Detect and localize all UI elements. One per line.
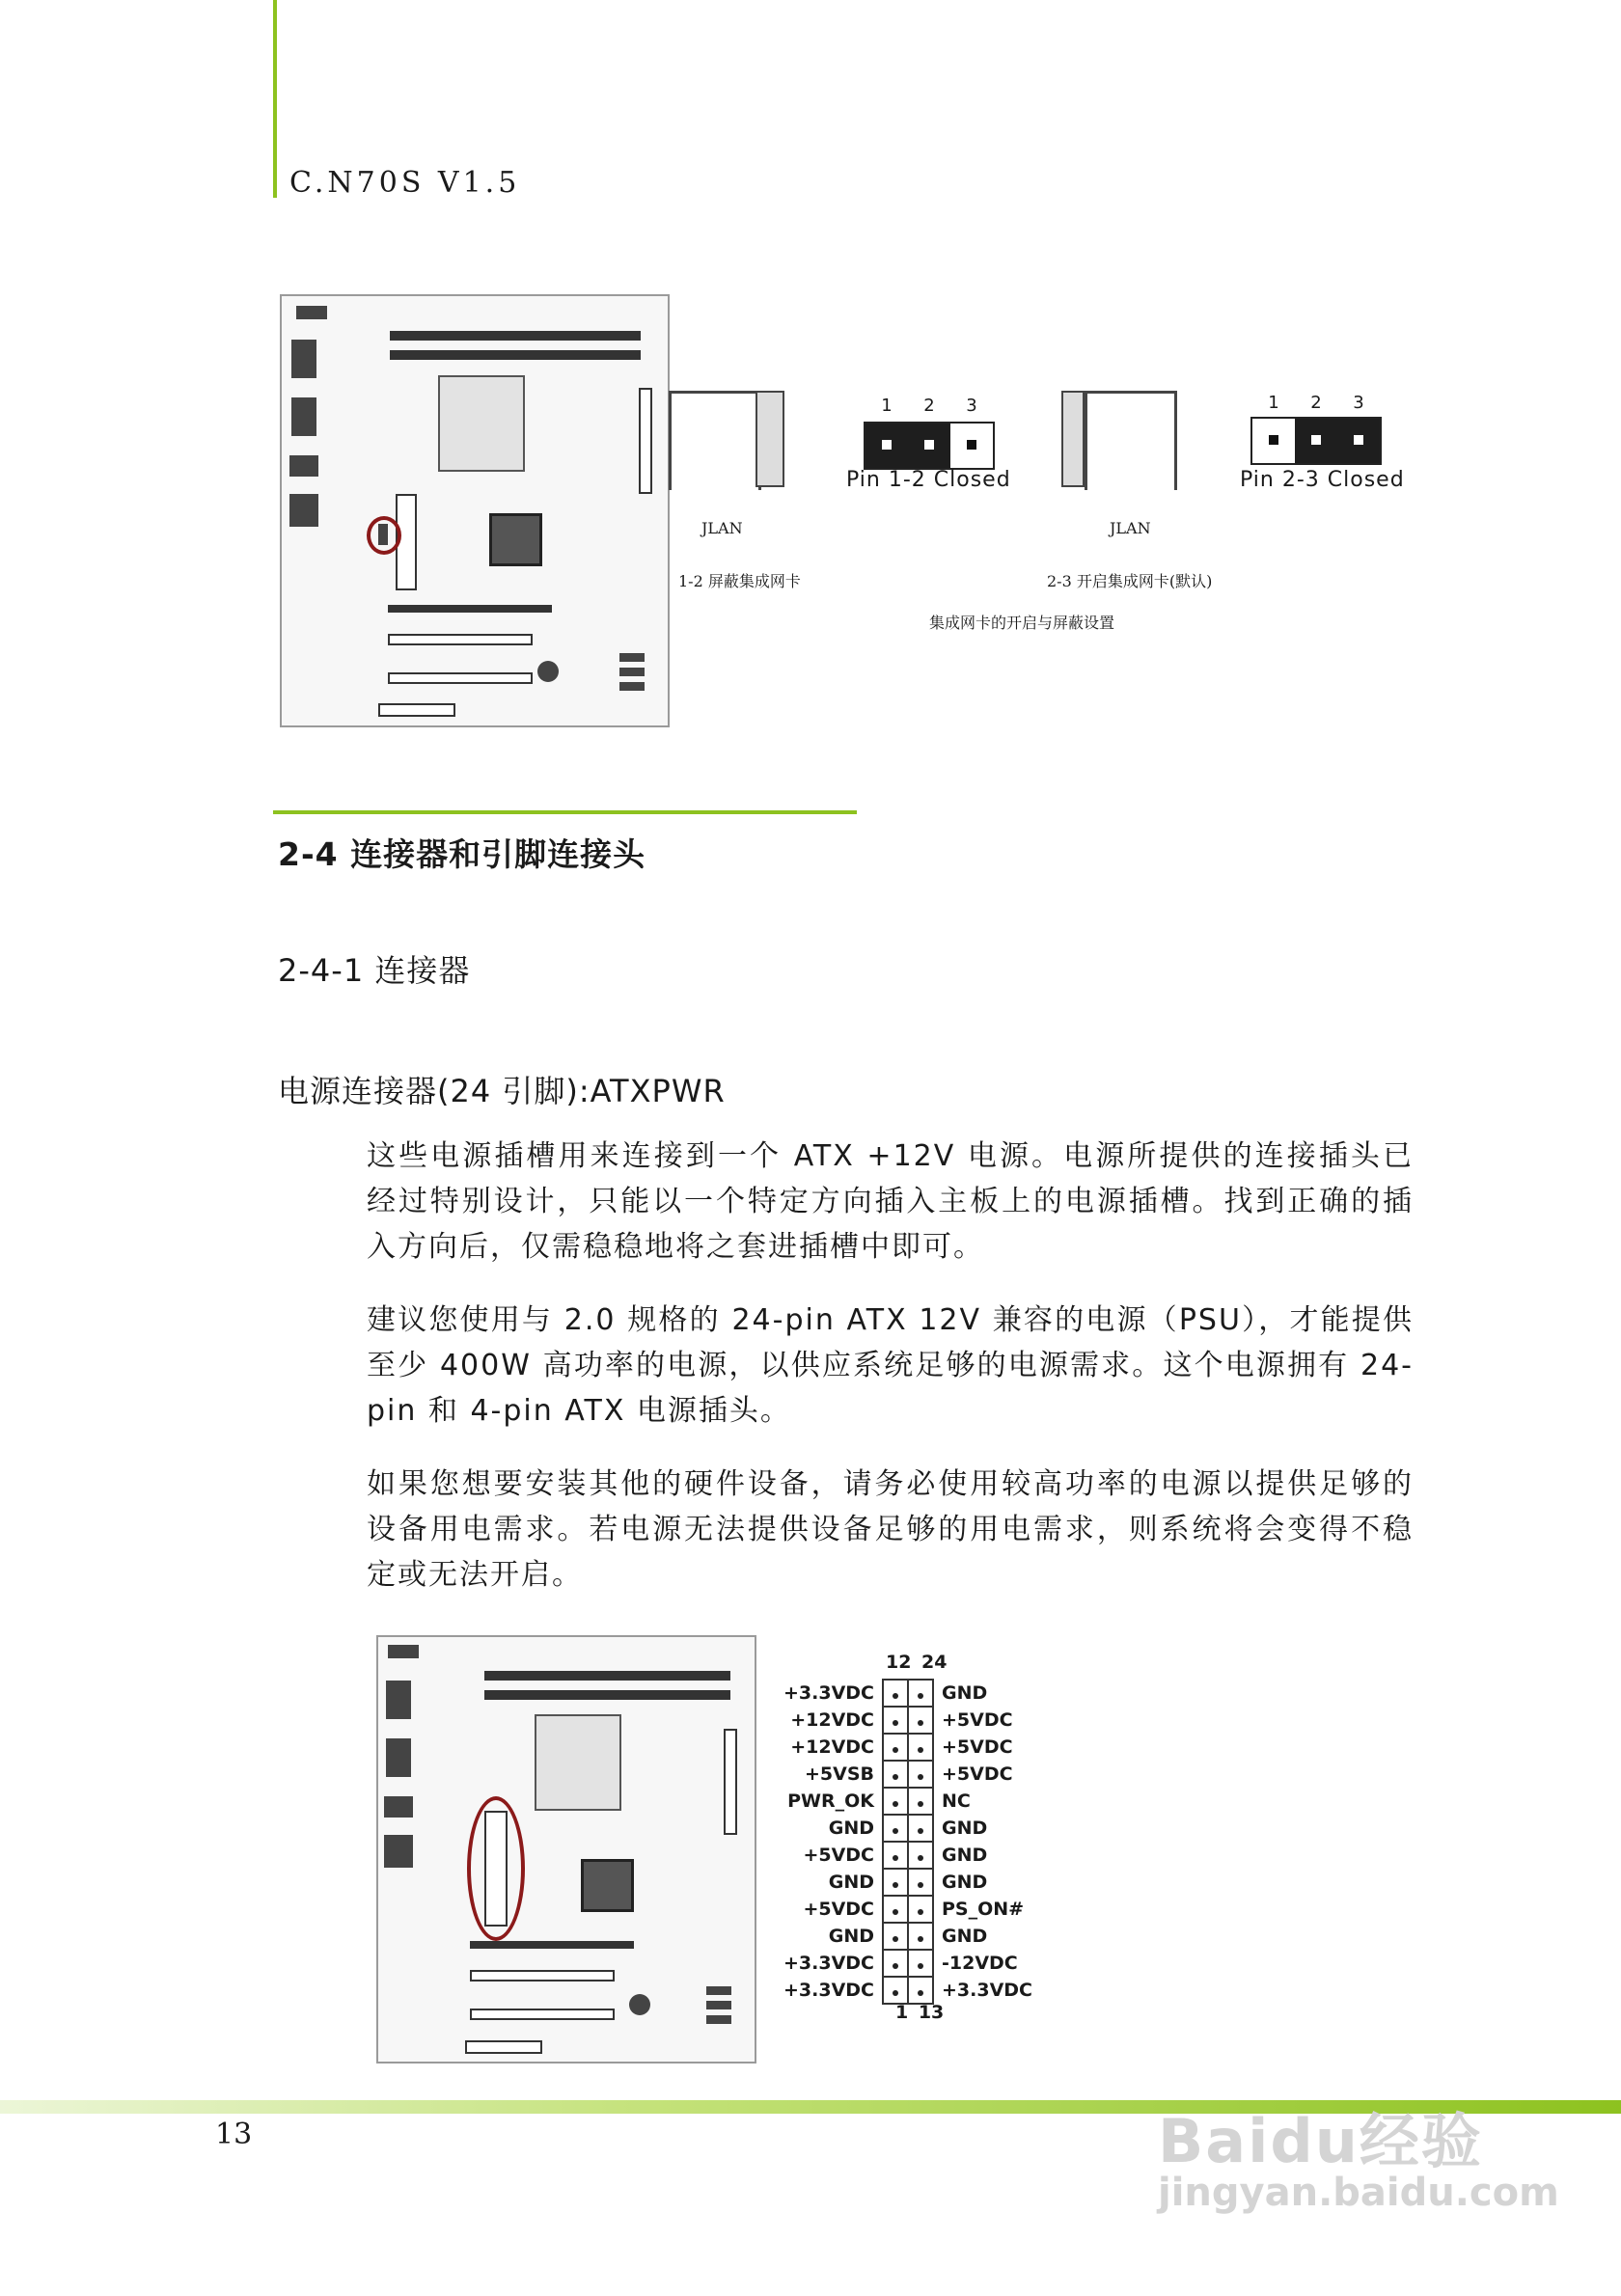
pin-label-right: NC [942, 1790, 971, 1812]
jlan-right-caption: JLAN [1110, 519, 1151, 537]
pin-cell [883, 1869, 908, 1896]
battery [537, 661, 559, 682]
pin-label-left: +5VDC [803, 1845, 874, 1866]
pin-cell [883, 1842, 908, 1869]
sata-connector [619, 682, 645, 691]
pin-label-left: +12VDC [790, 1736, 874, 1758]
atx-pinout-bottom-numbers: 1 13 [895, 2002, 945, 2023]
jlan-jumper [378, 524, 388, 545]
pin-number: 2 [1310, 393, 1322, 413]
section-divider [273, 810, 857, 814]
pin-label-right: GND [942, 1926, 988, 1947]
pin-label-left: +3.3VDC [783, 1682, 874, 1704]
component [291, 397, 316, 436]
pin-number: 3 [966, 396, 977, 416]
pcie-slot [470, 1941, 634, 1949]
pin-cell [883, 1680, 908, 1707]
motherboard-diagram-atxpwr [376, 1635, 756, 2064]
pin-cell [883, 1761, 908, 1788]
pinout-row [783, 1734, 1032, 1761]
pin-number: 1 [1268, 393, 1279, 413]
ide-connector [639, 388, 652, 494]
pin-cell [908, 1761, 933, 1788]
pin-label-right: -12VDC [942, 1953, 1018, 1974]
pin-cell [883, 1815, 908, 1842]
pinout-row [783, 1977, 1032, 2004]
pinout-row [783, 1680, 1032, 1707]
pin-numbers-right [1252, 393, 1380, 413]
dimm-slot [390, 350, 641, 360]
pin-3 [950, 424, 993, 468]
paragraph: 这些电源插槽用来连接到一个 ATX +12V 电源。电源所提供的连接插头已经过特别设计，只能以一个特定方向插入主板上的电源插槽。找到正确的插入方向后，仅需稳稳地将之套进插槽中即可。 [367, 1139, 1414, 1264]
pin-label-left: GND [828, 1926, 874, 1947]
pinout-row [783, 1950, 1032, 1977]
cpu-socket [438, 375, 525, 472]
pin-cell [908, 1815, 933, 1842]
battery [629, 1994, 650, 2015]
pin-1 [1252, 419, 1295, 463]
component [384, 1796, 413, 1818]
pinout-row [783, 1842, 1032, 1869]
pin12-closed-jumper [864, 422, 995, 470]
ide-connector [724, 1729, 737, 1835]
pin-label-left: +3.3VDC [783, 1953, 874, 1974]
pin-label-left: +5VDC [803, 1899, 874, 1920]
sata-connector [619, 653, 645, 662]
pci-slot [388, 634, 533, 645]
section-title: 2-4 连接器和引脚连接头 [278, 835, 646, 873]
pin-2 [908, 424, 950, 468]
pin-number: 3 [1353, 393, 1364, 413]
motherboard-diagram-jlan [280, 294, 670, 727]
jlan-jumper-right-illustration [1061, 391, 1187, 487]
pin-cell [883, 1950, 908, 1977]
pin-cell [908, 1896, 933, 1923]
jlan-right-desc: 2-3 开启集成网卡(默认) [1047, 572, 1213, 590]
sata-connector [706, 2015, 731, 2024]
jumper-figure-caption: 集成网卡的开启与屏蔽设置 [929, 614, 1115, 632]
dimm-slot [484, 1671, 730, 1681]
pin-cell [908, 1923, 933, 1950]
connector-title: 电源连接器(24 引脚):ATXPWR [278, 1073, 726, 1109]
pin-cell [908, 1788, 933, 1815]
model-label: C.N70S V1.5 [289, 166, 521, 200]
pci-slot [388, 672, 533, 684]
floppy-connector [465, 2040, 542, 2054]
dimm-slot [390, 331, 641, 341]
floppy-connector [378, 703, 455, 717]
pcie-slot [388, 605, 552, 613]
pin-label-left: GND [828, 1872, 874, 1893]
pin-numbers-left [865, 396, 993, 416]
pin-cell [908, 1869, 933, 1896]
pin-label-right: +5VDC [942, 1736, 1013, 1758]
pin-label-left: PWR_OK [787, 1790, 874, 1812]
component [388, 1645, 419, 1658]
pin-label-left: +3.3VDC [783, 1980, 874, 2001]
chipset [489, 513, 542, 566]
pinout-row [783, 1896, 1032, 1923]
pin-label-left: +5VSB [804, 1763, 874, 1785]
component [289, 455, 318, 477]
pin12-closed-label: Pin 1-2 Closed [846, 468, 1011, 492]
pin-cell [908, 1950, 933, 1977]
section-subtitle: 2-4-1 连接器 [278, 952, 471, 989]
pin-number: 1 [881, 396, 893, 416]
sata-connector [706, 2001, 731, 2009]
watermark-logo: Baidu经验 [1158, 2106, 1483, 2176]
watermark-url: jingyan.baidu.com [1158, 2171, 1559, 2215]
pin-label-right: +5VDC [942, 1763, 1013, 1785]
pinout-row [783, 1707, 1032, 1734]
jlan-left-desc: 1-2 屏蔽集成网卡 [678, 572, 801, 590]
page-number: 13 [215, 2118, 253, 2151]
jlan-left-caption: JLAN [701, 519, 743, 537]
pin-label-right: GND [942, 1845, 988, 1866]
pin-cell [883, 1707, 908, 1734]
jumper-cap-outline [669, 391, 761, 490]
jumper-cap-outline [1085, 391, 1177, 490]
pin-label-right: +5VDC [942, 1709, 1013, 1731]
pin-cell [883, 1923, 908, 1950]
cpu-socket [535, 1714, 621, 1811]
pin-cell [908, 1734, 933, 1761]
pinout-row [783, 1815, 1032, 1842]
paragraph: 建议您使用与 2.0 规格的 24-pin ATX 12V 兼容的电源（PSU），才能提供至少 400W 高功率的电源，以供应系统足够的电源需求。这个电源拥有 24-pin 和 4-pin ATX 电源插头。 [367, 1303, 1414, 1428]
pinout-row [783, 1923, 1032, 1950]
pci-slot [470, 1970, 615, 1982]
pin-2 [1295, 419, 1337, 463]
paragraph: 如果您想要安装其他的硬件设备，请务必使用较高功率的电源以提供足够的设备用电需求。若电源无法提供设备足够的用电需求，则系统将会变得不稳定或无法开启。 [367, 1467, 1414, 1592]
pin-cell [883, 1977, 908, 2004]
pin-label-right: GND [942, 1872, 988, 1893]
component [386, 1738, 411, 1777]
chipset [581, 1859, 634, 1912]
jlan-jumper-left-illustration [669, 391, 794, 487]
pin-cell [908, 1842, 933, 1869]
pin-cell [908, 1680, 933, 1707]
component [386, 1681, 411, 1719]
atxpwr-highlight-ring [467, 1796, 525, 1941]
atx-pinout-table [783, 1679, 1032, 2005]
pin-label-left: +12VDC [790, 1709, 874, 1731]
pin-3 [1337, 419, 1380, 463]
jumper-cap-side [756, 391, 784, 487]
pci-slot [470, 2009, 615, 2020]
pin-label-right: GND [942, 1682, 988, 1704]
pin-label-right: +3.3VDC [942, 1980, 1032, 2001]
jumper-cap-side [1061, 391, 1085, 487]
component [289, 494, 318, 527]
pin-cell [883, 1788, 908, 1815]
pinout-row [783, 1788, 1032, 1815]
pin-1 [865, 424, 908, 468]
pin-label-right: GND [942, 1818, 988, 1839]
pin23-closed-jumper [1250, 417, 1382, 465]
component [291, 340, 316, 378]
sata-connector [706, 1986, 731, 1995]
header-accent-bar [273, 0, 277, 198]
pin-label-right: PS_ON# [942, 1899, 1025, 1920]
dimm-slot [484, 1690, 730, 1700]
pin23-closed-label: Pin 2-3 Closed [1240, 468, 1405, 492]
pinout-row [783, 1869, 1032, 1896]
component [296, 306, 327, 319]
pinout-row [783, 1761, 1032, 1788]
pin-cell [908, 1707, 933, 1734]
pin-label-left: GND [828, 1818, 874, 1839]
atx-pinout-top-numbers: 12 24 [886, 1652, 948, 1673]
component [384, 1835, 413, 1868]
pin-cell [883, 1734, 908, 1761]
pin-cell [883, 1896, 908, 1923]
sata-connector [619, 668, 645, 676]
pin-cell [908, 1977, 933, 2004]
pin-number: 2 [923, 396, 935, 416]
